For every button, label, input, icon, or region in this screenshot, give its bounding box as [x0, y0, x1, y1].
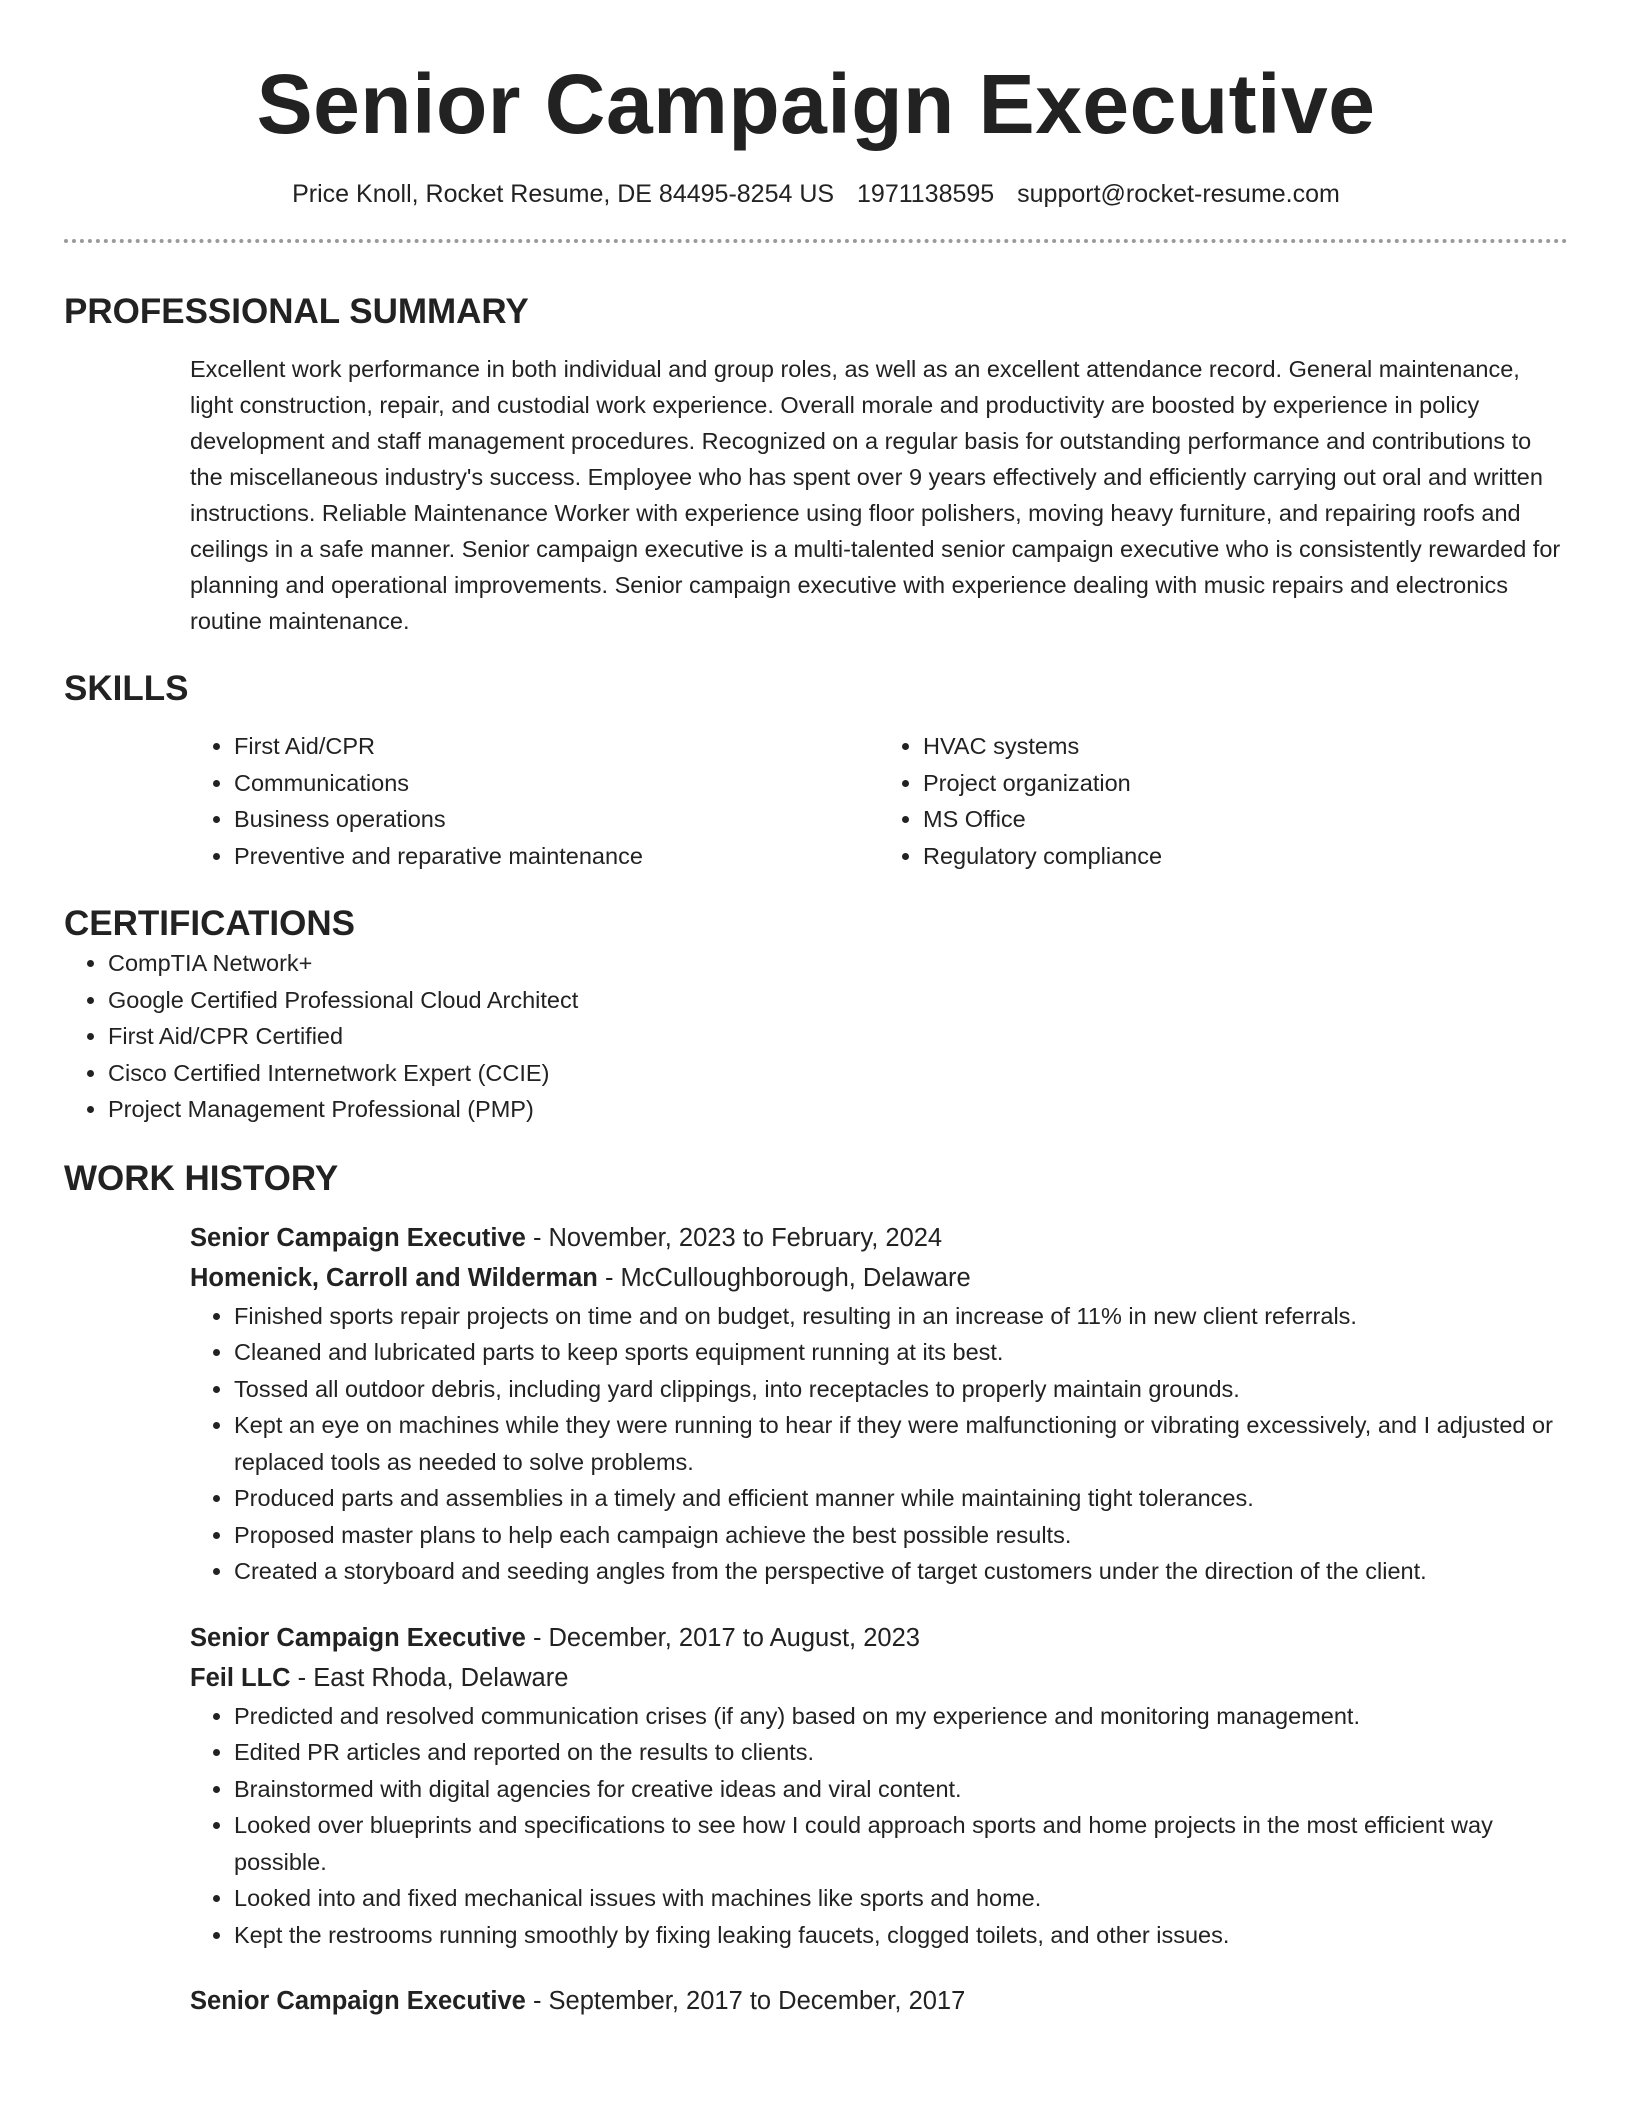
job-company: Feil LLC [190, 1663, 291, 1692]
contact-phone: 1971138595 [857, 180, 995, 208]
job-bullet: • Predicted and resolved communication crises (if any) based on my experience and monitoring management. [234, 1698, 1568, 1735]
certifications-list [64, 945, 1568, 1128]
summary-heading: PROFESSIONAL SUMMARY [64, 292, 529, 331]
skills-heading: SKILLS [64, 669, 189, 708]
job-dates: - December, 2017 to August, 2023 [525, 1623, 920, 1652]
skills-right-column [879, 728, 1568, 874]
skill-item: • HVAC systems [923, 728, 1568, 765]
job-dates: - November, 2023 to February, 2024 [525, 1223, 943, 1252]
job-role: Senior Campaign Executive [190, 1987, 526, 2015]
skill-item: • Regulatory compliance [923, 838, 1568, 875]
certification-item: • Google Certified Professional Cloud Architect [108, 982, 1568, 1019]
skills-list [190, 728, 1568, 874]
job-bullet: • Looked into and fixed mechanical issues with machines like sports and home. [234, 1880, 1568, 1917]
work-history-heading: WORK HISTORY [64, 1158, 339, 1198]
job-title-line [190, 1981, 1568, 2021]
job-entry [190, 1218, 1568, 1590]
skills-left-column [190, 728, 879, 874]
certifications-heading: CERTIFICATIONS [64, 904, 356, 943]
job-company-line [190, 1258, 1568, 1298]
job-role: Senior Campaign Executive [190, 1223, 526, 1252]
job-bullet: • Cleaned and lubricated parts to keep sports equipment running at its best. [234, 1334, 1568, 1371]
job-bullet: • Finished sports repair projects on time and on budget, resulting in an increase of 11% in new client referrals. [234, 1298, 1568, 1335]
certification-item: • CompTIA Network+ [108, 945, 1568, 982]
job-company: Homenick, Carroll and Wilderman [190, 1263, 598, 1292]
contact-line [64, 180, 1568, 209]
job-bullet: • Kept the restrooms running smoothly by fixing leaking faucets, clogged toilets, and other issues. [234, 1917, 1568, 1954]
certification-item: • Cisco Certified Internetwork Expert (CCIE) [108, 1055, 1568, 1092]
job-title-line [190, 1218, 1568, 1258]
job-bullets [190, 1298, 1568, 1590]
job-location: - McCulloughborough, Delaware [597, 1263, 971, 1292]
job-title-line [190, 1618, 1568, 1658]
skill-item: • First Aid/CPR [234, 728, 879, 765]
job-entry [190, 1981, 1568, 2021]
summary-text: Excellent work performance in both individual and group roles, as well as an excellent attendance record. General maintenance, light construction, repair, and custodial work experience. Overall morale and productivity are boosted by experience in policy development and staff management procedures. Recognized on a regular basis for outstanding performance and contributions to the miscellaneous industry's success. Employee who has spent over 9 years effectively and efficiently carrying out oral and written instructions. Reliable Maintenance Worker with experience using floor polishers, moving heavy furniture, and repairing roofs and ceilings in a safe manner. Senior campaign executive is a multi-talented senior campaign executive who is consistently rewarded for planning and operational improvements. Senior campaign executive with experience dealing with music repairs and electronics routine maintenance. [190, 356, 1561, 634]
skill-item: • Preventive and reparative maintenance [234, 838, 879, 875]
job-bullet: • Tossed all outdoor debris, including yard clippings, into receptacles to properly maintain grounds. [234, 1371, 1568, 1408]
skill-item: • MS Office [923, 801, 1568, 838]
skill-item: • Project organization [923, 765, 1568, 802]
job-entry [190, 1618, 1568, 1954]
job-bullet: • Kept an eye on machines while they were running to hear if they were malfunctioning or vibrating excessively, and I adjusted or replaced tools as needed to solve problems. [234, 1407, 1568, 1480]
job-dates: - September, 2017 to December, 2017 [525, 1987, 966, 2015]
header-divider [64, 239, 1568, 243]
job-bullet: • Looked over blueprints and specifications to see how I could approach sports and home projects in the most efficient way possible. [234, 1807, 1568, 1880]
job-role: Senior Campaign Executive [190, 1623, 526, 1652]
skill-item: • Communications [234, 765, 879, 802]
job-bullets [190, 1698, 1568, 1954]
job-bullet: • Brainstormed with digital agencies for creative ideas and viral content. [234, 1771, 1568, 1808]
contact-email: support@rocket-resume.com [1017, 180, 1340, 208]
job-location: - East Rhoda, Delaware [290, 1663, 569, 1692]
certification-item: • First Aid/CPR Certified [108, 1018, 1568, 1055]
job-bullet: • Edited PR articles and reported on the results to clients. [234, 1734, 1568, 1771]
certification-item: • Project Management Professional (PMP) [108, 1091, 1568, 1128]
job-bullet: • Created a storyboard and seeding angles from the perspective of target customers under the direction of the client. [234, 1553, 1568, 1590]
job-bullet: • Proposed master plans to help each campaign achieve the best possible results. [234, 1517, 1568, 1554]
job-company-line [190, 1658, 1568, 1698]
job-bullet: • Produced parts and assemblies in a timely and efficient manner while maintaining tight tolerances. [234, 1480, 1568, 1517]
resume-name: Senior Campaign Executive [256, 57, 1376, 151]
contact-address: Price Knoll, Rocket Resume, DE 84495-8254 US [292, 180, 835, 208]
skill-item: • Business operations [234, 801, 879, 838]
